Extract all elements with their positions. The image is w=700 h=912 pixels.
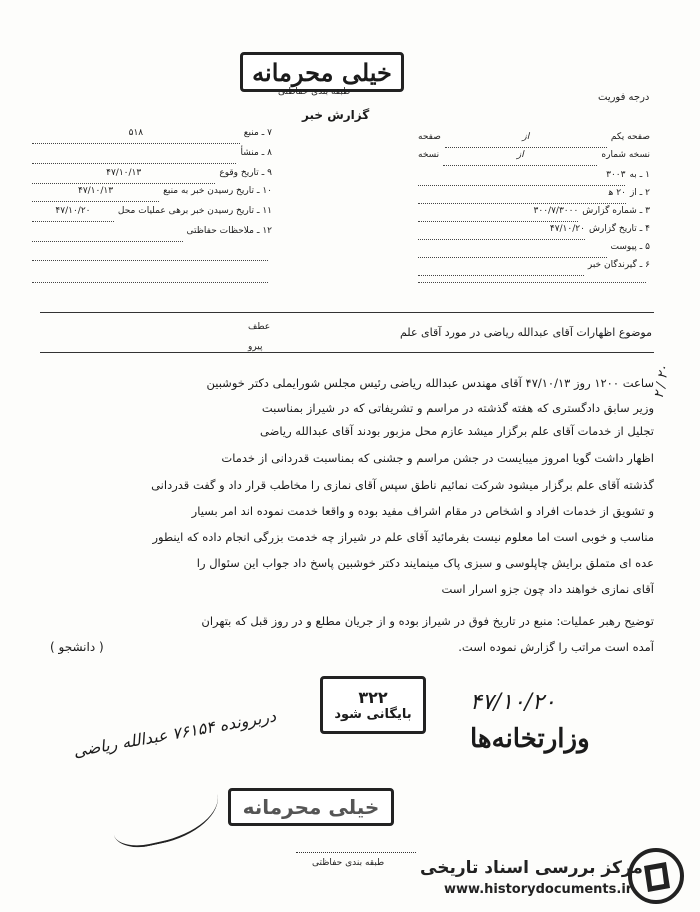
- watermark-url: www.historydocuments.ir: [444, 882, 633, 897]
- field-row: [32, 168, 272, 184]
- footer-line: [296, 852, 416, 853]
- field-value: ۴۷/۱۰/۲۰: [32, 206, 114, 222]
- field-label: ۸ ـ منشأ: [240, 148, 272, 158]
- field-label: ۹ ـ تاریخ وقوع: [219, 168, 272, 178]
- field-row: [418, 188, 650, 204]
- body-line: تجلیل از خدمات آقای علم برگزار میشد عازم محل مزبور بودند آقای عبدالله ریاضی: [260, 424, 654, 438]
- field-label: ۱ ـ به: [629, 170, 650, 180]
- field-extra: صفحه: [418, 132, 441, 142]
- report-title: گزارش خبر: [302, 108, 370, 122]
- field-label: صفحه یکم: [610, 132, 650, 142]
- field-label: ۵ ـ پیوست: [610, 242, 650, 252]
- field-label: ۳ ـ شماره گزارش: [582, 206, 650, 216]
- field-label: ۷ ـ منبع: [243, 128, 272, 138]
- divider-line: [40, 312, 654, 313]
- body-line: عده ای متملق برایش چاپلوسی و سبزی پاک مینمایند دکتر خوشبین پاسخ داد جواب این سئوال را: [196, 556, 654, 570]
- field-value: ۴۷/۱۰/۱۳: [32, 186, 159, 202]
- body-line: مناسب و خوبی است اما معلوم نیست بفرمائید آقای علم در شیراز چه خدمت بزرگی انجام داده که اینطور: [152, 530, 654, 544]
- field-value: [418, 260, 584, 276]
- field-row: [418, 260, 650, 276]
- field-row: [418, 170, 650, 186]
- body-line: وزیر سابق دادگستری که هفته گذشته در مراسم و تشریفاتی که در شیراز بمناسبت: [261, 401, 654, 415]
- field-value: از: [443, 150, 597, 166]
- field-value: [32, 148, 236, 164]
- field-row: [418, 150, 650, 166]
- classification-stamp-text: خیلی محرمانه: [252, 57, 392, 87]
- priority-label: درجه فوریت: [598, 92, 650, 103]
- watermark-logo-icon: [628, 848, 684, 904]
- field-row: [418, 206, 650, 222]
- field-row: [32, 226, 272, 242]
- field-row: [418, 242, 650, 258]
- field-value: ۳۰۰/۷/۳۰۰۰: [418, 206, 578, 222]
- bottom-stamp-text: خیلی محرمانه: [242, 795, 380, 819]
- field-row: [32, 186, 272, 202]
- field-row: [32, 148, 272, 164]
- watermark-title: مرکز بررسی اسناد تاریخی: [420, 858, 643, 878]
- field-label: ۱۲ ـ ملاحظات حفاظتی: [186, 226, 272, 236]
- signature: ( دانشجو ): [50, 640, 104, 654]
- field-label: ۱۱ ـ تاریخ رسیدن خبر برهی عملیات محل: [117, 206, 272, 216]
- divider-line: [40, 352, 654, 353]
- field-value: [32, 226, 183, 242]
- field-label: ۲ ـ از: [629, 188, 650, 198]
- handwritten-reference: دربرونده ۷۶۱۵۴ عبدالله ریاضی: [71, 706, 278, 761]
- field-value: ۴۷/۱۰/۲۰: [418, 224, 585, 240]
- field-value: از: [445, 132, 607, 148]
- archive-stamp: [320, 676, 426, 734]
- explanation-line: توضیح رهبر عملیات: منبع در تاریخ فوق در شیراز بوده و از جریان مطلع و در روز قبل که بتهران: [201, 614, 654, 628]
- field-row: [32, 128, 272, 144]
- field-value: ۳۰۰۳: [418, 170, 625, 186]
- explanation-line: آمده است مراتب را گزارش نموده است.: [458, 640, 654, 654]
- field-label: ۱۰ ـ تاریخ رسیدن خبر به منبع: [163, 186, 272, 196]
- field-extra: نسخه: [418, 150, 440, 160]
- side-note: ۲ / ۲۰: [651, 363, 673, 400]
- reference-atf: عطف: [248, 322, 271, 332]
- field-value: ۲۰ ه‍: [418, 188, 626, 204]
- classification-stamp: [240, 52, 404, 92]
- field-label: ۶ ـ گیرندگان خبر: [587, 260, 650, 270]
- reference-peyro: پیرو: [248, 342, 263, 352]
- handwritten-signature: [105, 769, 225, 853]
- blank-line: [32, 260, 268, 261]
- blank-line: [32, 282, 268, 283]
- field-value: ۵۱۸: [32, 128, 240, 144]
- footer-classification-caption: طبقه بندی حفاظتی: [312, 858, 385, 868]
- body-line: اظهار داشت گویا امروز میبایست در جشن مراسم و جشنی که بمناسبت قدردانی از خدمات: [221, 451, 654, 465]
- body-line: و تشویق از خدمات افراد و اشخاص در مقام اشراف مفید بوده و واقعا خدمت نموده اند امر بسیار: [191, 504, 654, 518]
- blank-line: [418, 282, 646, 283]
- body-line: گذشته آقای علم برگزار میشود شرکت نمائیم ناطق سپس آقای نمازی را مخاطب قرار داد و گفت قدردانی: [151, 478, 654, 492]
- archive-number: ۳۲۲: [358, 688, 388, 707]
- field-row: [418, 224, 650, 240]
- field-row: [32, 206, 272, 222]
- field-label: ۴ ـ تاریخ گزارش: [588, 224, 650, 234]
- ministry-date: ۴۷/۱۰/۲۰: [470, 690, 556, 715]
- body-line: ساعت ۱۲۰۰ روز ۴۷/۱۰/۱۳ آقای مهندس عبدالله ریاضی رئیس مجلس شورایملی دکتر خوشبین: [206, 376, 654, 390]
- archive-instruction: بایگانی شود: [334, 707, 412, 722]
- body-line: آقای نمازی خواهند داد چون جزو اسرار است: [441, 582, 654, 596]
- ministry-name: وزارتخانه‌ها: [470, 724, 590, 754]
- field-label: نسخه شماره: [601, 150, 650, 160]
- field-row: [418, 132, 650, 148]
- bottom-classification-stamp: [228, 788, 394, 826]
- subject-line: موضوع اظهارات آقای عبدالله ریاضی در مورد آقای علم: [399, 326, 652, 339]
- field-value: [418, 242, 607, 258]
- classification-caption: طبقه بندی حفاظتی: [278, 87, 351, 97]
- field-value: ۴۷/۱۰/۱۳: [32, 168, 215, 184]
